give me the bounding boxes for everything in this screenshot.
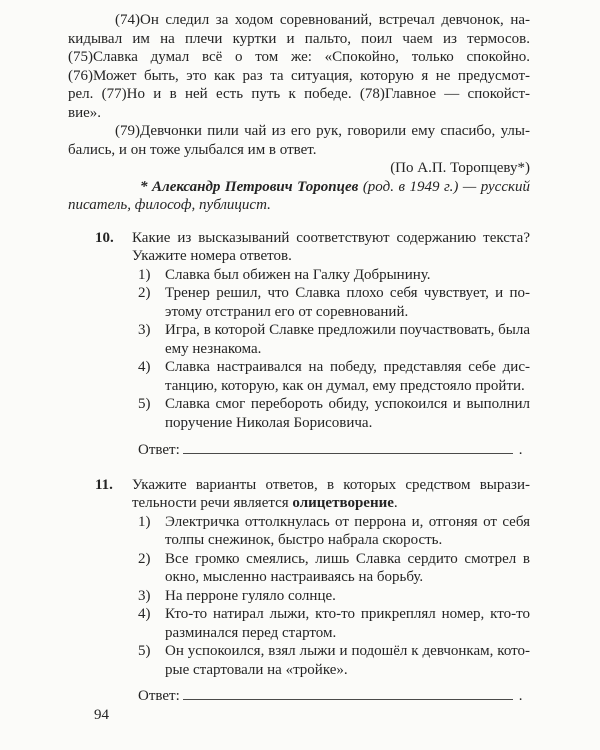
q10-option-4 xyxy=(138,358,530,395)
text-line: рел. (77)Но и в ней есть путь к победе. (78)Главное — спокойст- xyxy=(68,86,530,102)
footnote-line: писатель, философ, публицист. xyxy=(68,197,271,213)
question-11 xyxy=(68,476,530,706)
question-11-number: 11. xyxy=(95,476,113,493)
option-number: 3) xyxy=(138,587,151,604)
q10-option-5 xyxy=(138,395,530,432)
text-line: разминался перед стартом. xyxy=(165,624,337,641)
question-10-intro-line: Какие из высказываний соответствуют содержанию текста? xyxy=(132,229,530,246)
text-line: (76)Может быть, это как раз та ситуация, которую я не предусмот- xyxy=(68,67,530,84)
q10-option-3 xyxy=(138,321,530,358)
q11-option-4 xyxy=(138,605,530,642)
answer-blank-line xyxy=(183,440,513,454)
text-line: кидывал им на плечи куртки и пальто, поил чаем из термосов. xyxy=(68,30,530,47)
text-paragraph-79 xyxy=(68,122,530,159)
footnote-author-info: (род. в 1949 г.) — русский xyxy=(358,178,530,195)
text-line: Славка смог перебороть обиду, успокоился и выполнил xyxy=(165,396,530,412)
option-text xyxy=(165,358,530,395)
q11-answer-row xyxy=(138,686,530,706)
text-line: Все громко смеялись, лишь Славка сердито смотрел в xyxy=(165,550,530,567)
option-number: 3) xyxy=(138,322,151,338)
option-text xyxy=(165,284,530,321)
option-number: 4) xyxy=(138,606,151,622)
text-line: окно, мысленно настраиваясь на борьбу. xyxy=(165,569,424,585)
q10-option-2 xyxy=(138,284,530,321)
author-footnote xyxy=(68,178,530,215)
text-line: (75)Славка думал всё о том же: «Спокойно, только спокойно. xyxy=(68,49,530,65)
text-line: Кто-то натирал лыжи, кто-то прикреплял номер, кто-то xyxy=(165,606,530,622)
page-number: 94 xyxy=(94,707,109,723)
answer-label: Ответ: xyxy=(138,688,180,704)
option-text xyxy=(165,587,530,606)
text-line: Славка настраивался на победу, представляя себе дис- xyxy=(165,359,530,375)
text-line: Тренер решил, что Славка плохо себя чувствует, и по- xyxy=(165,285,530,301)
text-line: Славка был обижен на Галку Добрынину. xyxy=(165,266,431,283)
option-number: 2) xyxy=(138,550,151,567)
option-text xyxy=(165,550,530,587)
option-number: 2) xyxy=(138,285,151,301)
option-number: 5) xyxy=(138,643,151,659)
question-10 xyxy=(68,229,530,460)
option-text xyxy=(165,266,530,285)
author-attribution: (По А.П. Торопцеву*) xyxy=(390,160,530,176)
q11-option-3 xyxy=(138,587,530,606)
q11-option-1 xyxy=(138,513,530,550)
question-11-intro-line: Укажите варианты ответов, в которых средством вырази- xyxy=(132,476,530,493)
text-line: бались, и он тоже улыбался им в ответ. xyxy=(68,141,317,158)
answer-period: . xyxy=(518,688,523,704)
option-number: 5) xyxy=(138,396,151,412)
q10-answer-row xyxy=(138,440,530,460)
intro-term-bold: олицетворение xyxy=(292,495,394,511)
option-text xyxy=(165,395,530,432)
q11-option-2 xyxy=(138,550,530,587)
intro-text: . xyxy=(393,495,398,511)
question-10-intro-line: Укажите номера ответов. xyxy=(132,248,292,264)
answer-blank-line xyxy=(183,686,513,700)
option-text xyxy=(165,513,530,550)
question-11-intro-line xyxy=(132,494,530,513)
option-text xyxy=(165,605,530,642)
text-line: Электричка оттолкнулась от перрона и, отгоняя от себя xyxy=(165,513,530,530)
option-number: 1) xyxy=(138,266,151,283)
footnote-line xyxy=(68,178,530,197)
text-line: вие». xyxy=(68,104,102,121)
q11-option-5 xyxy=(138,642,530,679)
footnote-author-name: * Александр Петрович Торопцев xyxy=(140,178,359,195)
option-text xyxy=(165,642,530,679)
answer-period: . xyxy=(518,442,523,458)
intro-text: тельности речи является xyxy=(132,495,293,511)
text-line: (74)Он следил за ходом соревнований, встречал девчонок, на- xyxy=(115,12,530,28)
text-line: поручение Николая Борисовича. xyxy=(165,414,373,431)
text-line: Игра, в которой Славке предложили поучаствовать, была xyxy=(165,322,530,338)
text-line: танцию, которую, как он думал, ему предстояло пройти. xyxy=(165,377,525,394)
text-line: ему незнакома. xyxy=(165,340,262,357)
text-line: На перроне гуляло солнце. xyxy=(165,587,336,604)
q10-option-1 xyxy=(138,266,530,285)
question-10-number: 10. xyxy=(95,229,114,246)
text-line: этому отстранил его от соревнований. xyxy=(165,303,409,320)
question-11-body xyxy=(132,476,530,706)
text-line: толпы снежинок, быстро набрала скорость. xyxy=(165,532,443,548)
text-line: (79)Девчонки пили чай из его рук, говорили ему спасибо, улы- xyxy=(115,123,530,139)
text-paragraph-74-78 xyxy=(68,11,530,122)
option-number: 4) xyxy=(138,359,151,375)
text-line: рые стартовали на «тройке». xyxy=(165,661,348,678)
question-10-body xyxy=(132,229,530,460)
answer-label: Ответ: xyxy=(138,442,180,458)
option-number: 1) xyxy=(138,513,151,530)
option-text xyxy=(165,321,530,358)
text-line: Он успокоился, взял лыжи и подошёл к девчонкам, кото- xyxy=(165,643,530,659)
